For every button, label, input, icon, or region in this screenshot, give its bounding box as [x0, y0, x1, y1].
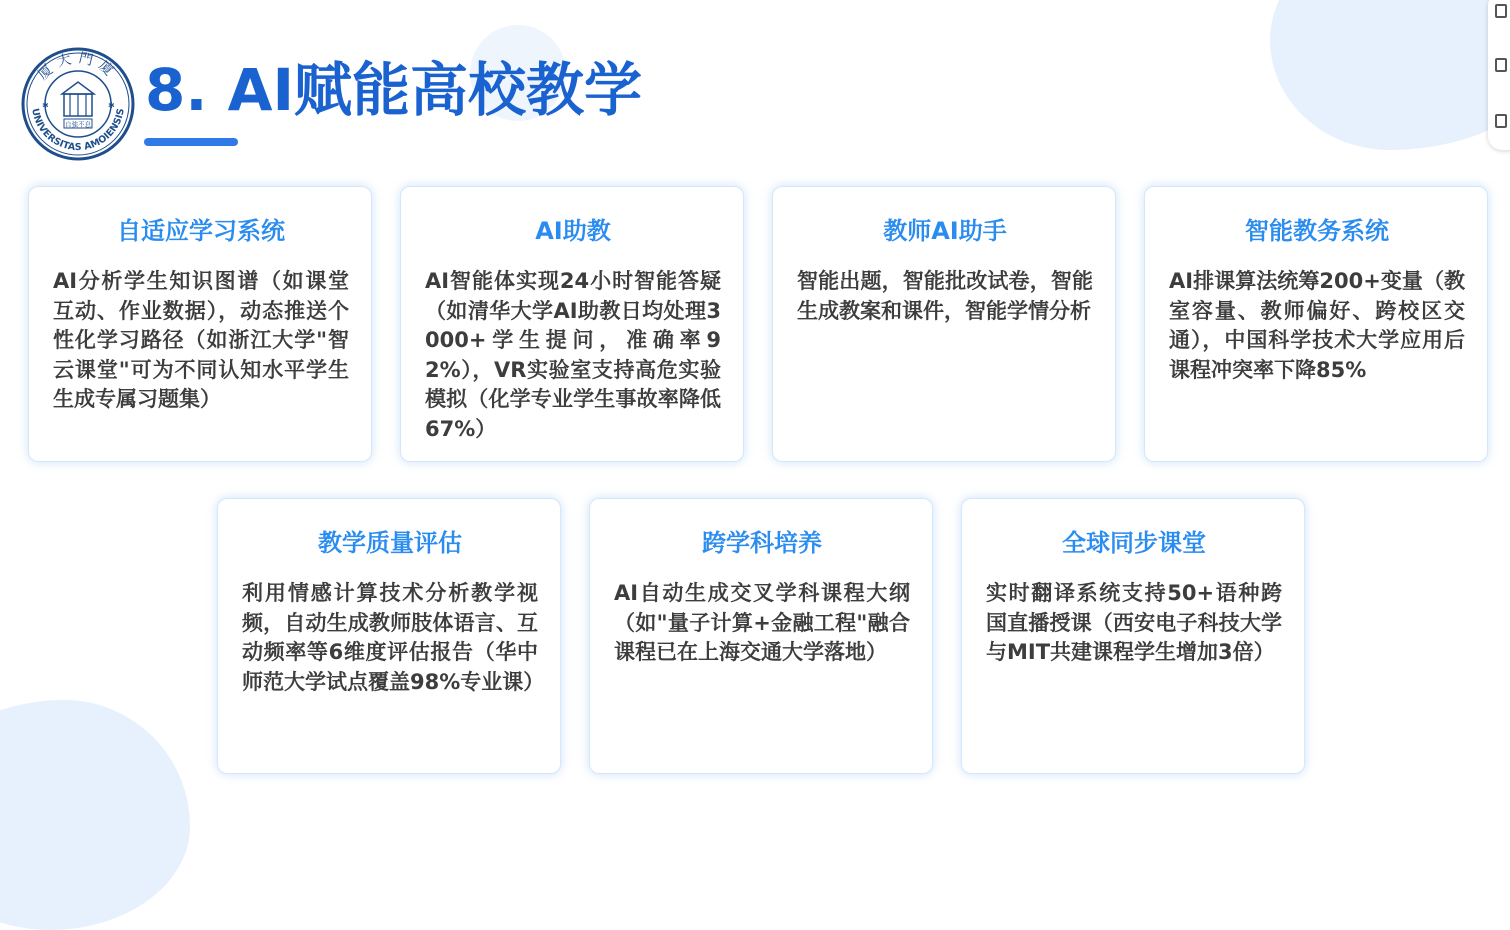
card-title: 教师AI助手	[883, 217, 1007, 245]
card-title: AI助教	[535, 217, 611, 245]
card-description: AI自动生成交叉学科课程大纲（如"量子计算+金融工程"融合课程已在上海交通大学落地）	[614, 581, 910, 664]
title-underline	[144, 138, 238, 146]
feature-card-teacher-assistant	[772, 186, 1116, 462]
card-title: 跨学科培养	[702, 529, 822, 557]
comment-icon[interactable]	[1495, 114, 1507, 128]
card-description: AI智能体实现24小时智能答疑（如清华大学AI助教日均处理3000+学生提问，准确率92%），VR实验室支持高危实验模拟（化学专业学生事故率降低67%）	[425, 269, 721, 441]
card-title: 教学质量评估	[318, 529, 462, 557]
feature-card-adaptive-learning	[28, 186, 372, 462]
card-title: 自适应学习系统	[117, 217, 285, 245]
star-icon: ✱	[42, 101, 49, 110]
comment-icon[interactable]	[1495, 58, 1507, 72]
side-toolbar[interactable]	[1488, 0, 1510, 150]
page-title: 8. AI赋能高校教学	[145, 56, 643, 124]
card-description: 实时翻译系统支持50+语种跨国直播授课（西安电子科技大学与MIT共建课程学生增加3倍）	[986, 581, 1282, 664]
card-description: 利用情感计算技术分析教学视频，自动生成教师肢体语言、互动频率等6维度评估报告（华中师范大学试点覆盖98%专业课）	[242, 581, 545, 694]
feature-card-academic-affairs	[1144, 186, 1488, 462]
card-title: 智能教务系统	[1245, 217, 1389, 245]
feature-card-ai-ta	[400, 186, 744, 462]
decorative-blob-top-right	[1270, 0, 1510, 150]
card-description: 智能出题，智能批改试卷，智能生成教案和课件，智能学情分析	[797, 269, 1093, 323]
logo-motto: 自強不息	[65, 120, 91, 129]
feature-card-global-classroom	[961, 498, 1305, 774]
feature-card-interdisciplinary	[589, 498, 933, 774]
star-icon: ✱	[108, 101, 115, 110]
feature-card-teaching-evaluation	[217, 498, 561, 774]
card-title: 全球同步课堂	[1062, 529, 1206, 557]
logo-ring-text: UNIVERSITAS AMOIENSIS	[29, 107, 127, 154]
comment-icon[interactable]	[1495, 4, 1507, 18]
decorative-blob-bottom-left	[0, 700, 190, 930]
university-logo	[20, 46, 136, 162]
card-description: AI排课算法统筹200+变量（教室容量、教师偏好、跨校区交通），中国科学技术大学应用后课程冲突率下降85%	[1169, 269, 1465, 382]
logo-top-text: 厦大門廈	[35, 50, 121, 84]
card-description: AI分析学生知识图谱（如课堂互动、作业数据），动态推送个性化学习路径（如浙江大学"智云课堂"可为不同认知水平学生生成专属习题集）	[53, 269, 349, 411]
